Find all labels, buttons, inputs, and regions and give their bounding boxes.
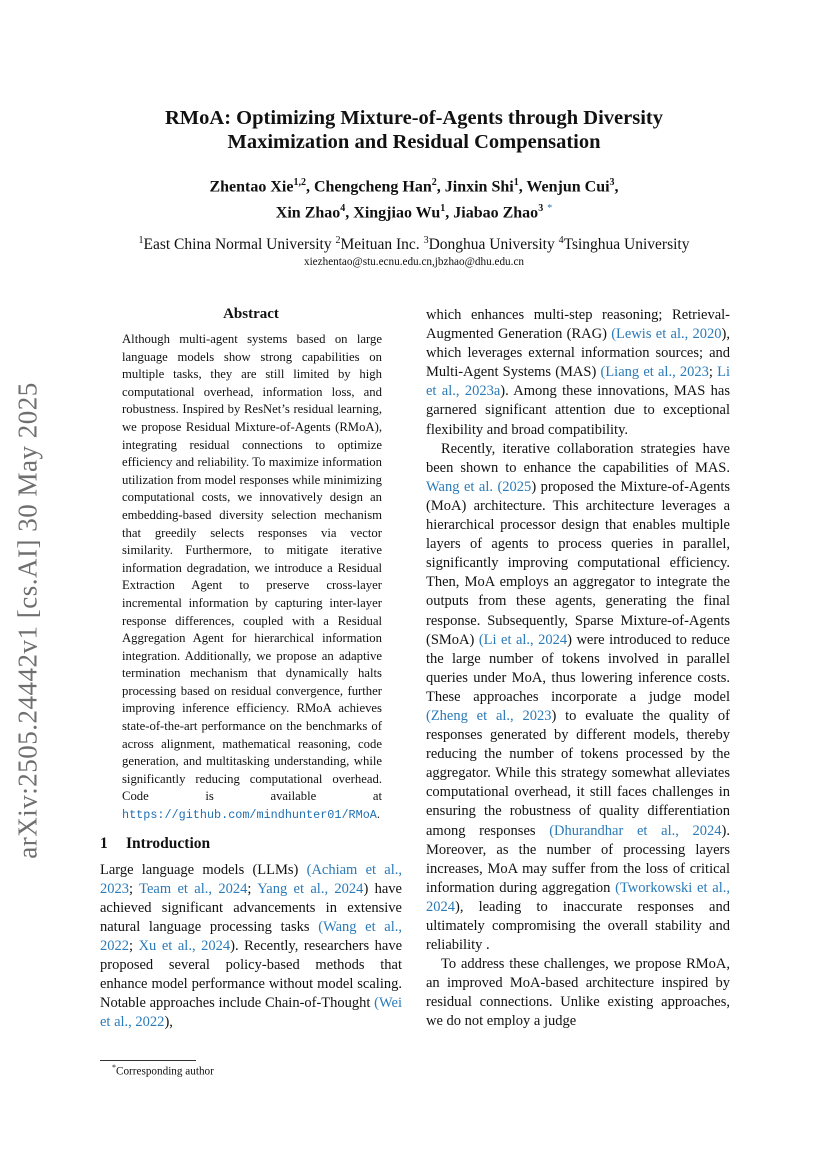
- paragraph-text: ), leading to inaccurate responses and ultimately compromising the overall stability and reliability .: [426, 898, 730, 954]
- intro-paragraph-2: [426, 440, 730, 956]
- author-name: Jinxin Shi: [444, 178, 514, 196]
- author-name: Xin Zhao: [275, 204, 341, 222]
- paragraph-text: ;: [129, 880, 140, 897]
- affil-mark: 3: [423, 235, 429, 246]
- author-affil-mark: 4: [340, 203, 346, 215]
- footnote-mark: *: [112, 1063, 116, 1072]
- contact-emails: xiezhentao@stu.ecnu.edu.cn,jbzhao@dhu.edu.cn: [303, 256, 525, 268]
- author-line-1: [100, 172, 728, 198]
- section-number: 1: [100, 834, 108, 852]
- corresponding-author-link[interactable]: *: [547, 203, 553, 215]
- citation-link[interactable]: Li et al., 2023a: [426, 364, 730, 400]
- affil-mark: 4: [558, 235, 564, 246]
- paragraph-text: ). Moreover, as the number of processing layers increases, MoA may suffer from the loss of critical information during aggregation: [426, 822, 730, 896]
- author-separator: ,: [305, 178, 314, 196]
- paragraph-text: ). Recently, researchers have proposed several policy-based methods that enhance model performance without model scaling. Notable approaches include Chain-of-Thought: [100, 938, 403, 1012]
- citation-link[interactable]: (Tworkowski et al., 2024: [426, 879, 730, 915]
- author-separator: ,: [445, 204, 454, 222]
- abstract-body: Although multi-agent systems based on large language models show strong capabilities on multiple tasks, they are still limited by high computational overhead, information loss, and robustness. Inspired by ResNet’s residual learning, we propose Residual Mixture-of-Agents (RMoA), integrating residual connections to optimize efficiency and reliability. To maximize information utilization from model responses while minimizing computational costs, we innovatively design an embedding-based diversity selection mechanism that greedily selects responses via vector similarity. Furthermore, to mitigate iterative information degradation, we introduce a Residual Extraction Agent to preserve cross-layer incremental information by capturing inter-layer response differences, coupled with a Residual Aggregation Agent for hierarchical information integration. Additionally, we propose an adaptive termination mechanism that dynamically halts processing based on residual convergence, further improving inference efficiency. RMoA achieves state-of-the-art performance on the benchmarks of across alignment, mathematical reasoning, code generation, and multitasking understanding, while significantly reducing computational overhead. Code is available at https://github.com/mindhunter01/RMoA.: [122, 332, 382, 823]
- title-line-2: Maximization and Residual Compensation: [227, 131, 601, 153]
- affiliation-tsinghua: Tsinghua University: [563, 236, 690, 254]
- citation-link[interactable]: Xu et al., 2024: [138, 938, 231, 954]
- arxiv-identifier: arXiv:2505.24442v1 [cs.AI] 30 May 2025: [12, 381, 43, 859]
- author-separator: ,: [436, 178, 445, 196]
- footnote-divider: [100, 1060, 196, 1061]
- intro-paragraph-continued: [426, 306, 730, 440]
- citation-link[interactable]: (Zheng et al., 2023: [426, 707, 552, 724]
- citation-link[interactable]: (Dhurandhar et al., 2024: [549, 822, 722, 839]
- paragraph-text: Large language models (LLMs): [100, 861, 307, 878]
- citation-link[interactable]: Wang et al. (2025: [426, 478, 532, 495]
- author-name: Wenjun Cui: [526, 178, 610, 196]
- affiliation-ecnu: East China Normal University: [143, 236, 332, 254]
- abstract-heading: Abstract: [223, 306, 279, 322]
- author-line-2: [100, 198, 728, 224]
- paragraph-text: ),: [164, 1014, 173, 1031]
- paragraph-text: Recently, iterative collaboration strategies have been shown to enhance the capabilities of MAS.: [426, 440, 730, 476]
- citation-link[interactable]: (Liang et al., 2023: [600, 364, 709, 381]
- author-name: Jiabao Zhao: [453, 204, 539, 222]
- author-name: Chengcheng Han: [313, 178, 432, 196]
- author-affil-mark: 3: [609, 177, 615, 188]
- citation-link[interactable]: (Lewis et al., 2020: [611, 326, 722, 343]
- author-affil-mark: 2: [431, 177, 437, 188]
- citation-link[interactable]: (Wei et al., 2022: [100, 995, 402, 1031]
- left-column: [100, 306, 402, 1032]
- right-column: [426, 306, 730, 1032]
- author-affil-mark: 3: [538, 203, 544, 215]
- affiliations: [80, 231, 748, 255]
- code-link[interactable]: https://github.com/mindhunter01/RMoA: [122, 808, 377, 823]
- footnote-text: Corresponding author: [116, 1065, 214, 1078]
- author-separator: ,: [614, 178, 619, 196]
- paragraph-text: ) to evaluate the quality of responses generated by different models, thereby reducing the number of tokens processed by the aggregator. While this strategy somewhat alleviates computational overhead, it still faces challenges in ensuring the robustness of quality differentiation among responses: [426, 707, 730, 839]
- paragraph-text: ;: [129, 938, 139, 954]
- paragraph-text: ) were introduced to reduce the large number of tokens involved in parallel queries under MoA, thus lowering inference costs. These approaches incorporate a judge model: [426, 631, 730, 705]
- paragraph-text: ) have achieved significant advancements in extensive natural language processing tasks: [100, 880, 402, 935]
- affiliation-donghua: Donghua University: [428, 236, 555, 254]
- paragraph-text: ) proposed the Mixture-of-Agents (MoA) architecture. This architecture leverages a hierarchical processor design that enables multiple layers of agents to process queries in parallel, significantly improving computational efficiency. Then, MoA employs an aggregator to integrate the outputs from these agents, generating the final response. Subsequently, Sparse Mixture-of-Agents (SMoA): [426, 478, 731, 648]
- paragraph-text: which enhances multi-step reasoning; Retrieval-Augmented Generation (RAG): [426, 307, 730, 343]
- citation-link[interactable]: (Wang et al., 2022: [100, 918, 403, 954]
- citation-link[interactable]: Yang et al., 2024: [257, 880, 364, 897]
- citation-link[interactable]: (Li et al., 2024: [478, 631, 568, 648]
- citation-link[interactable]: Team et al., 2024: [139, 880, 248, 897]
- paragraph-text: ;: [247, 880, 258, 897]
- arxiv-sidebar: [10, 360, 46, 880]
- intro-paragraph-1: [100, 861, 402, 1033]
- author-list: [100, 172, 728, 225]
- section-heading-introduction: [100, 835, 402, 853]
- author-separator: ,: [345, 204, 354, 222]
- section-title: Introduction: [126, 834, 211, 852]
- author-name: Zhentao Xie: [209, 178, 294, 196]
- author-separator: ,: [518, 178, 527, 196]
- paragraph-text: ;: [708, 364, 718, 381]
- intro-paragraph-3: [426, 955, 730, 1031]
- author-affil-mark: 1: [440, 203, 446, 215]
- paragraph-text: To address these challenges, we propose RMoA, an improved MoA-based architecture inspired by residual connections. Unlike existing approaches, we do not employ a judge: [426, 956, 730, 1030]
- footnote: [112, 1063, 214, 1078]
- abstract-text: Although multi-agent systems based on large language models show strong capabilities on multiple tasks, they are still limited by high computational overhead, information loss, and robustness. Inspired by ResNet’s residual learning, we propose Residual Mixture-of-Agents (RMoA), integrating residual connections to optimize efficiency and reliability. To maximize information utilization from model responses while minimizing computational costs, we innovatively design an embedding-based diversity selection mechanism that greedily selects responses via vector similarity. Furthermore, to mitigate iterative information degradation, we introduce a Residual Extraction Agent to preserve cross-layer incremental information by capturing inter-layer response differences, coupled with a Residual Aggregation Agent for hierarchical information integration. Additionally, we propose an adaptive termination mechanism that dynamically halts processing based on residual convergence, further improving inference efficiency. RMoA achieves state-of-the-art performance on the benchmarks of across alignment, mathematical reasoning, code generation, and multitasking understanding, while significantly reducing computational overhead. Code is available at: [122, 332, 382, 804]
- author-affil-mark: 1,2: [293, 177, 306, 188]
- paper-title: [100, 106, 728, 154]
- citation-link[interactable]: (Achiam et al., 2023: [100, 861, 402, 897]
- author-affil-mark: 1: [513, 177, 519, 188]
- paragraph-text: ). Among these innovations, MAS has garnered significant attention due to exceptional flexibility and broad compatibility.: [426, 383, 730, 438]
- affil-mark: 2: [335, 235, 341, 246]
- affiliation-meituan: Meituan Inc.: [340, 236, 420, 254]
- paragraph-text: ), which leverages external information sources; and Multi-Agent Systems (MAS): [426, 326, 730, 381]
- affil-mark: 1: [138, 235, 144, 246]
- author-name: Xingjiao Wu: [353, 204, 441, 222]
- title-line-1: RMoA: Optimizing Mixture-of-Agents through Diversity: [164, 107, 664, 129]
